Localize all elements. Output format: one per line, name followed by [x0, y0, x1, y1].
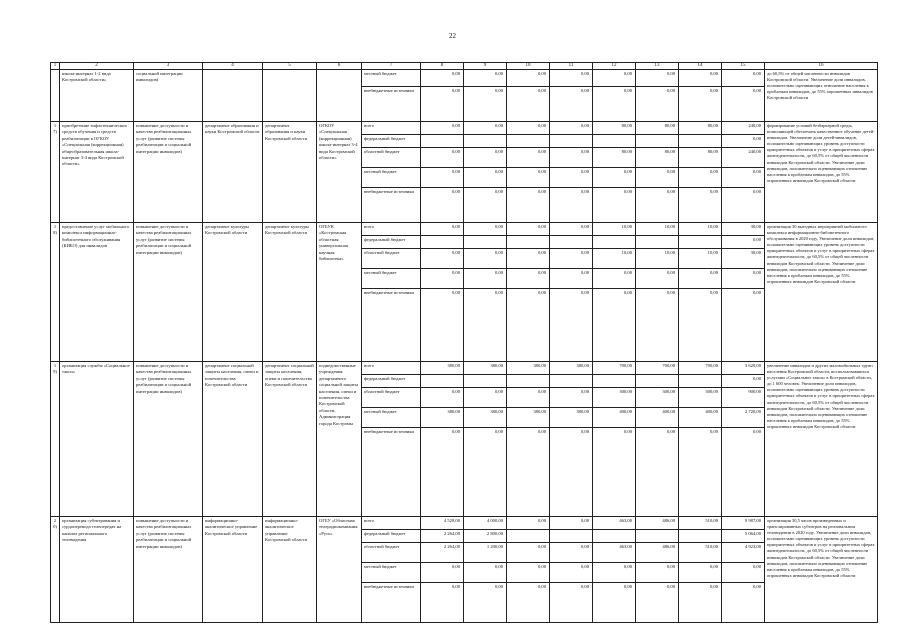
funding-source: федеральный бюджет — [362, 375, 421, 388]
amount-cell: 0,00 — [507, 87, 550, 122]
amount-cell: 380,00 — [464, 362, 507, 375]
amount-cell: 0,00 — [550, 148, 593, 168]
header-cell: 5 — [263, 63, 317, 70]
funding-source: внебюджетные источники — [362, 188, 421, 223]
expected-result: до 60,5% от общей численности инвалидов Костромской области. Увеличение доли инвалидов, положительно оценивающих отношение населения к проблемам инвалидов, до 55% опрошенных инвалидов Костромской области — [765, 70, 878, 122]
funding-source: всего — [362, 362, 421, 375]
amount-cell: 0,00 — [421, 249, 464, 269]
amount-cell: 0,00 — [593, 87, 636, 122]
amount-cell: 0,00 — [636, 583, 679, 623]
amount-cell: 0,00 — [421, 148, 464, 168]
amount-cell: 0,00 — [679, 269, 722, 289]
amount-cell: 5 064,00 — [722, 530, 765, 543]
amount-cell — [593, 375, 636, 388]
amount-cell: 240,00 — [722, 122, 765, 135]
amount-cell: 300,00 — [636, 388, 679, 408]
funding-source: местный бюджет — [362, 408, 421, 428]
amount-cell: 400,00 — [593, 408, 636, 428]
co-executor — [263, 70, 317, 122]
responsible-executor: информационно-аналитическое управление Костромской области — [203, 517, 263, 623]
header-cell: 10 — [507, 63, 550, 70]
measure-goal: повышение доступности и качества реабилитационных услуг (развитие системы реабилитации и социальной интеграции инвалидов) — [134, 122, 203, 223]
amount-cell: 0,00 — [679, 87, 722, 122]
header-cell: 13 — [636, 63, 679, 70]
amount-cell: 486,00 — [636, 517, 679, 530]
measure-name: школа-интернат 1-2 вида Костромской области» — [60, 70, 134, 122]
item-number: 19) — [51, 362, 60, 517]
amount-cell: 0,00 — [507, 289, 550, 362]
amount-cell: 0,00 — [679, 289, 722, 362]
measure-goal: социальной интеграции инвалидов) — [134, 70, 203, 122]
amount-cell: 0,00 — [550, 543, 593, 563]
amount-cell: 380,00 — [550, 362, 593, 375]
amount-cell: 486,00 — [636, 543, 679, 563]
header-cell: 15 — [722, 63, 765, 70]
amount-cell: 0,00 — [550, 122, 593, 135]
funding-source: внебюджетные источники — [362, 583, 421, 623]
amount-cell — [421, 135, 464, 148]
amount-cell: 240,00 — [722, 148, 765, 168]
amount-cell: 0,00 — [421, 388, 464, 408]
amount-cell: 0,00 — [722, 236, 765, 249]
amount-cell: 0,00 — [722, 168, 765, 188]
amount-cell: 2 800,00 — [464, 530, 507, 543]
amount-cell: 0,00 — [464, 289, 507, 362]
amount-cell: 0,00 — [550, 168, 593, 188]
amount-cell: 0,00 — [464, 583, 507, 623]
amount-cell: 700,00 — [679, 362, 722, 375]
amount-cell: 3 620,00 — [722, 362, 765, 375]
amount-cell: 0,00 — [593, 168, 636, 188]
amount-cell: 0,00 — [464, 428, 507, 517]
header-cell: 12 — [593, 63, 636, 70]
amount-cell: 0,00 — [464, 269, 507, 289]
funding-source: областной бюджет — [362, 249, 421, 269]
amount-cell: 0,00 — [507, 543, 550, 563]
amount-cell: 463,00 — [593, 517, 636, 530]
header-row — [51, 63, 878, 70]
amount-cell: 0,00 — [507, 249, 550, 269]
amount-cell: 510,00 — [679, 543, 722, 563]
amount-cell — [636, 530, 679, 543]
amount-cell: 0,00 — [507, 148, 550, 168]
funding-source: федеральный бюджет — [362, 530, 421, 543]
amount-cell: 380,00 — [550, 408, 593, 428]
amount-cell: 2 264,00 — [421, 530, 464, 543]
amount-cell: 80,00 — [593, 148, 636, 168]
amount-cell — [636, 375, 679, 388]
amount-cell: 0,00 — [550, 428, 593, 517]
funding-source: местный бюджет — [362, 563, 421, 583]
amount-cell: 0,00 — [464, 70, 507, 87]
amount-cell: 9 987,00 — [722, 517, 765, 530]
participant: ОГБУК «Костромская областная универсальная научная библиотека» — [317, 223, 362, 362]
amount-cell: 0,00 — [550, 289, 593, 362]
amount-cell: 0,00 — [593, 188, 636, 223]
amount-cell: 0,00 — [550, 388, 593, 408]
amount-cell: 0,00 — [421, 87, 464, 122]
amount-cell: 0,00 — [507, 223, 550, 236]
participant: подведомственные учреждения департамента социальной защиты населения, опеки и попечительства Костромской области, Администрация города Костромы — [317, 362, 362, 517]
amount-cell: 700,00 — [636, 362, 679, 375]
amount-cell — [679, 375, 722, 388]
participant — [317, 70, 362, 122]
amount-cell: 0,00 — [722, 135, 765, 148]
amount-cell: 0,00 — [679, 188, 722, 223]
funding-source: федеральный бюджет — [362, 135, 421, 148]
amount-cell: 10,00 — [593, 249, 636, 269]
table-row — [51, 223, 878, 236]
participant: ОГБУ «Областная телерадиокомпания «Русь» — [317, 517, 362, 623]
amount-cell: 2 264,00 — [421, 543, 464, 563]
amount-cell: 0,00 — [464, 148, 507, 168]
amount-cell: 0,00 — [464, 563, 507, 583]
funding-source: местный бюджет — [362, 269, 421, 289]
amount-cell: 380,00 — [464, 408, 507, 428]
amount-cell: 0,00 — [507, 122, 550, 135]
amount-cell: 0,00 — [550, 87, 593, 122]
amount-cell: 0,00 — [593, 269, 636, 289]
amount-cell — [550, 135, 593, 148]
amount-cell: 0,00 — [507, 269, 550, 289]
participant: ОГКОУ «Специальная (коррекционная) школа-интернат 3-4 вида Костромской области» — [317, 122, 362, 223]
amount-cell: 380,00 — [421, 408, 464, 428]
amount-cell: 380,00 — [421, 362, 464, 375]
funding-source: внебюджетные источники — [362, 87, 421, 122]
amount-cell: 300,00 — [593, 388, 636, 408]
amount-cell: 380,00 — [507, 408, 550, 428]
responsible-executor — [203, 70, 263, 122]
amount-cell: 0,00 — [722, 87, 765, 122]
expected-result: увеличение инвалидов и других маломобильных групп населения Костромской области, воспользовавшихся услугами «Социальное такси» в Костромской области, до 1 600 человек. Увеличение доли инвалидов, положительно оценивающих уровень доступности приоритетных объектов и услуг в приоритетных сферах жизнедеятельности, до 60,5% от общей численности инвалидов Костромской области. Увеличение доли инвалидов, положительно оценивающих отношение населения к проблемам инвалидов, до 55% опрошенных инвалидов Костромской области — [765, 362, 878, 517]
amount-cell: 0,00 — [507, 188, 550, 223]
amount-cell: 0,00 — [421, 428, 464, 517]
amount-cell — [593, 530, 636, 543]
expected-result: организация 30 выездных мероприятий мобильного комплекса информационно-библиотечного обслуживания в 2020 году. Увеличение доли инвалидов, положительно оценивающих уровень доступности приоритетных объектов и услуг в приоритетных сферах жизнедеятельности, до 60,5% от общей численности инвалидов Костромской области. Увеличение доли инвалидов, положительно оценивающих отношение населения к проблемам инвалидов, до 55% опрошенных инвалидов Костромской области — [765, 223, 878, 362]
funding-source: всего — [362, 122, 421, 135]
amount-cell — [679, 135, 722, 148]
amount-cell: 0,00 — [550, 583, 593, 623]
amount-cell — [464, 135, 507, 148]
amount-cell: 463,00 — [593, 543, 636, 563]
budget-table — [50, 62, 878, 623]
amount-cell: 0,00 — [507, 583, 550, 623]
amount-cell: 0,00 — [464, 188, 507, 223]
amount-cell: 0,00 — [421, 583, 464, 623]
amount-cell: 0,00 — [507, 428, 550, 517]
funding-source: областной бюджет — [362, 543, 421, 563]
amount-cell — [679, 236, 722, 249]
amount-cell: 0,00 — [722, 188, 765, 223]
measure-name: организация субтитрования и сурдоперевода телепередач на каналах регионального телевидения — [60, 517, 134, 623]
amount-cell: 0,00 — [679, 428, 722, 517]
amount-cell — [550, 530, 593, 543]
amount-cell — [507, 530, 550, 543]
measure-goal: повышение доступности и качества реабилитационных услуг (развитие системы реабилитации и социальной интеграции инвалидов) — [134, 362, 203, 517]
amount-cell: 4 528,00 — [421, 517, 464, 530]
amount-cell: 0,00 — [421, 563, 464, 583]
amount-cell: 80,00 — [679, 122, 722, 135]
co-executor: департамент культуры Костромской области — [263, 223, 317, 362]
amount-cell: 0,00 — [464, 388, 507, 408]
amount-cell: 0,00 — [550, 188, 593, 223]
amount-cell: 0,00 — [507, 517, 550, 530]
amount-cell: 0,00 — [421, 289, 464, 362]
amount-cell: 0,00 — [507, 388, 550, 408]
amount-cell — [636, 135, 679, 148]
table-row — [51, 362, 878, 375]
measure-goal: повышение доступности и качества реабилитационных услуг (развитие системы реабилитации и социальной интеграции инвалидов) — [134, 517, 203, 623]
funding-source: областной бюджет — [362, 388, 421, 408]
measure-name: предоставление услуг мобильного комплекса информационно-библиотечного обслуживания (КИБО) для инвалидов — [60, 223, 134, 362]
funding-source: внебюджетные источники — [362, 428, 421, 517]
table-body — [51, 63, 878, 623]
amount-cell: 700,00 — [593, 362, 636, 375]
expected-result: формирование условий безбарьерной среды, позволяющей обеспечить качественное обучение детей-инвалидов. Увеличение доли детей-инвалидов, положительно оценивающих уровень доступности приоритетных объектов и услуг в приоритетных сферах жизнедеятельности, до 60,5% от общей численности инвалидов Костромской области. Увеличение доли инвалидов, положительно оценивающих отношение населения к проблемам инвалидов, до 55% опрошенных инвалидов Костромской области — [765, 122, 878, 223]
amount-cell: 0,00 — [464, 87, 507, 122]
amount-cell — [421, 375, 464, 388]
amount-cell: 0,00 — [550, 269, 593, 289]
co-executor: департамент социальной защиты населения, опеки и попечительства Костромской области — [263, 362, 317, 517]
amount-cell — [421, 236, 464, 249]
amount-cell: 0,00 — [550, 517, 593, 530]
funding-source: местный бюджет — [362, 70, 421, 87]
amount-cell — [507, 236, 550, 249]
amount-cell: 80,00 — [636, 122, 679, 135]
co-executor: департамент образования и науки Костромской области — [263, 122, 317, 223]
amount-cell: 80,00 — [593, 122, 636, 135]
header-cell: 7 — [362, 63, 421, 70]
responsible-executor: департамент культуры Костромской области — [203, 223, 263, 362]
amount-cell: 0,00 — [679, 563, 722, 583]
header-cell: 11 — [550, 63, 593, 70]
amount-cell: 0,00 — [421, 188, 464, 223]
amount-cell: 0,00 — [722, 428, 765, 517]
header-cell: 2 — [60, 63, 134, 70]
amount-cell: 0,00 — [722, 289, 765, 362]
amount-cell: 10,00 — [636, 249, 679, 269]
amount-cell: 0,00 — [593, 563, 636, 583]
amount-cell — [679, 530, 722, 543]
amount-cell: 0,00 — [593, 289, 636, 362]
amount-cell — [507, 375, 550, 388]
amount-cell: 0,00 — [593, 583, 636, 623]
item-number: 17) — [51, 122, 60, 223]
amount-cell: 0,00 — [722, 563, 765, 583]
amount-cell: 0,00 — [421, 70, 464, 87]
amount-cell: 1 200,00 — [464, 543, 507, 563]
table-row — [51, 122, 878, 135]
header-cell: 3 — [134, 63, 203, 70]
amount-cell: 0,00 — [593, 70, 636, 87]
funding-source: местный бюджет — [362, 168, 421, 188]
amount-cell: 10,00 — [636, 223, 679, 236]
amount-cell: 0,00 — [464, 168, 507, 188]
amount-cell: 0,00 — [679, 583, 722, 623]
amount-cell: 0,00 — [550, 70, 593, 87]
amount-cell: 0,00 — [464, 223, 507, 236]
amount-cell: 0,00 — [464, 249, 507, 269]
amount-cell: 400,00 — [636, 408, 679, 428]
amount-cell: 0,00 — [722, 583, 765, 623]
amount-cell — [593, 135, 636, 148]
table-row — [51, 70, 878, 87]
amount-cell: 0,00 — [507, 70, 550, 87]
amount-cell: 0,00 — [464, 122, 507, 135]
amount-cell: 80,00 — [636, 148, 679, 168]
header-cell: 8 — [421, 63, 464, 70]
amount-cell: 0,00 — [722, 269, 765, 289]
amount-cell: 4 000,00 — [464, 517, 507, 530]
expected-result: организация 30,5 часов произведенных и транслированных субтитров на региональном телевидении в 2020 году. Увеличение доли инвалидов, положительно оценивающих уровень доступности приоритетных объектов и услуг в приоритетных сферах жизнедеятельности, до 60,5% от общей численности инвалидов Костромской области. Увеличение доли инвалидов, положительно оценивающих отношение населения к проблемам инвалидов, до 55% опрошенных инвалидов Костромской области — [765, 517, 878, 623]
header-cell: 9 — [464, 63, 507, 70]
header-cell: 16 — [765, 63, 878, 70]
amount-cell: 0,00 — [722, 70, 765, 87]
measure-name: приобретение тифлотехнических средств обучения и средств реабилитации в ОГКОУ «Специальная (коррекционная) общеобразовательная школа-интернат 3-4 вида Костромской области» — [60, 122, 134, 223]
measure-goal: повышение доступности и качества реабилитационных услуг (развитие системы реабилитации и социальной интеграции инвалидов) — [134, 223, 203, 362]
header-cell: 4 — [203, 63, 263, 70]
amount-cell: 10,00 — [679, 223, 722, 236]
funding-source: всего — [362, 223, 421, 236]
amount-cell: 400,00 — [679, 408, 722, 428]
amount-cell: 300,00 — [679, 388, 722, 408]
amount-cell — [550, 236, 593, 249]
amount-cell: 0,00 — [421, 269, 464, 289]
amount-cell: 0,00 — [636, 168, 679, 188]
amount-cell: 0,00 — [636, 428, 679, 517]
amount-cell: 0,00 — [550, 223, 593, 236]
header-cell: 1 — [51, 63, 60, 70]
item-number: 20) — [51, 517, 60, 623]
responsible-executor: департамент образования и науки Костромской области — [203, 122, 263, 223]
amount-cell — [593, 236, 636, 249]
amount-cell: 380,00 — [507, 362, 550, 375]
page-number: 22 — [449, 32, 456, 40]
amount-cell: 2 720,00 — [722, 408, 765, 428]
amount-cell: 0,00 — [636, 563, 679, 583]
amount-cell: 0,00 — [421, 223, 464, 236]
item-number: 18) — [51, 223, 60, 362]
amount-cell: 0,00 — [679, 70, 722, 87]
funding-source: областной бюджет — [362, 148, 421, 168]
header-cell: 6 — [317, 63, 362, 70]
responsible-executor: департамент социальной защиты населения, опеки и попечительства Костромской области — [203, 362, 263, 517]
amount-cell: 80,00 — [679, 148, 722, 168]
funding-source: внебюджетные источники — [362, 289, 421, 362]
amount-cell: 0,00 — [421, 168, 464, 188]
amount-cell: 30,00 — [722, 223, 765, 236]
amount-cell: 0,00 — [507, 168, 550, 188]
amount-cell: 0,00 — [421, 122, 464, 135]
header-cell: 14 — [679, 63, 722, 70]
amount-cell: 0,00 — [636, 188, 679, 223]
funding-source: всего — [362, 517, 421, 530]
amount-cell: 0,00 — [593, 428, 636, 517]
table-row — [51, 517, 878, 530]
amount-cell: 0,00 — [550, 563, 593, 583]
co-executor: информационно-аналитическое управление Костромской области — [263, 517, 317, 623]
amount-cell: 0,00 — [636, 269, 679, 289]
amount-cell: 10,00 — [593, 223, 636, 236]
amount-cell: 900,00 — [722, 388, 765, 408]
amount-cell: 30,00 — [722, 249, 765, 269]
amount-cell: 0,00 — [636, 289, 679, 362]
amount-cell: 0,00 — [636, 70, 679, 87]
item-number — [51, 70, 60, 122]
amount-cell — [464, 236, 507, 249]
amount-cell: 0,00 — [722, 375, 765, 388]
funding-source: федеральный бюджет — [362, 236, 421, 249]
amount-cell: 0,00 — [679, 168, 722, 188]
amount-cell — [507, 135, 550, 148]
amount-cell: 0,00 — [507, 563, 550, 583]
amount-cell: 0,00 — [550, 249, 593, 269]
amount-cell: 0,00 — [636, 87, 679, 122]
amount-cell: 510,00 — [679, 517, 722, 530]
amount-cell — [550, 375, 593, 388]
amount-cell — [464, 375, 507, 388]
measure-name: организация службы «Социальное такси» — [60, 362, 134, 517]
amount-cell: 4 923,00 — [722, 543, 765, 563]
amount-cell — [636, 236, 679, 249]
amount-cell: 10,00 — [679, 249, 722, 269]
